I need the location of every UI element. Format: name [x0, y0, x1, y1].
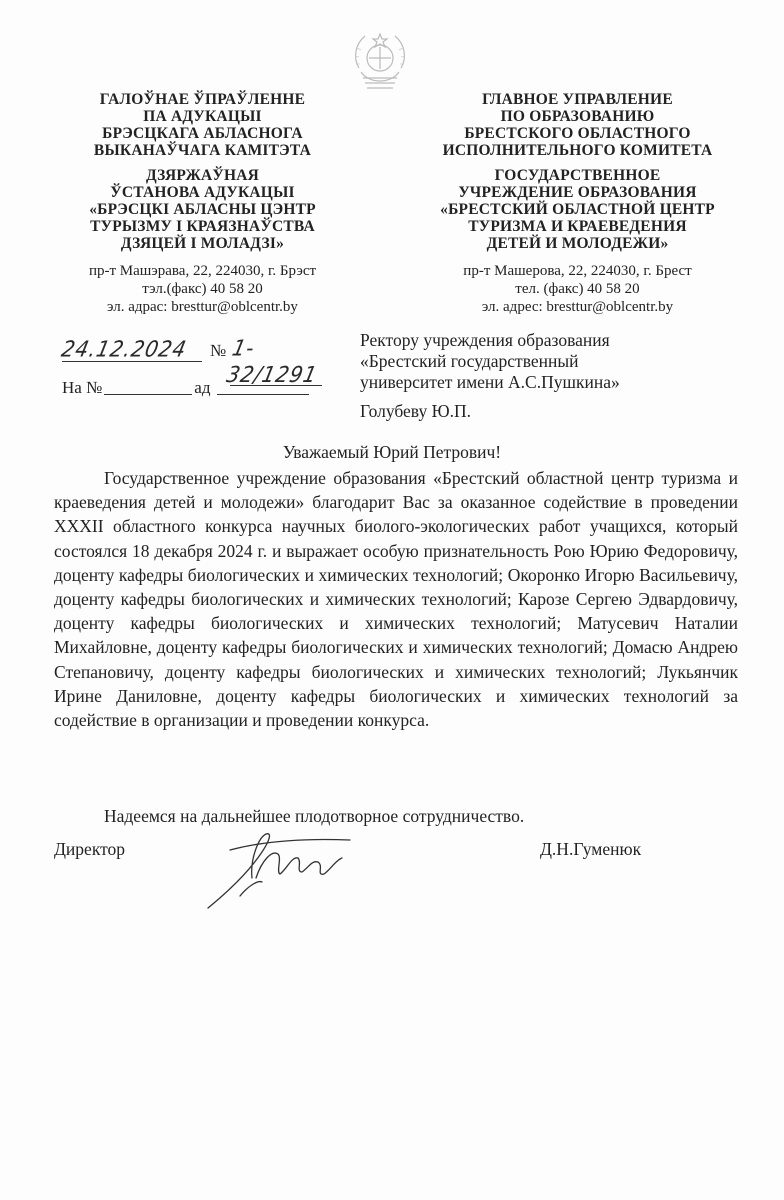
header-line: ТУРЫЗМУ І КРАЯЗНАЎСТВА: [90, 218, 315, 235]
letter-body: Государственное учреждение образования «Брестский областной центр туризма и краеведения детей и молодежи» благодарит Вас за оказанное содействие в проведении XXXII областного конкурса научных биолого-экологических работ учащихся, который состоялся 18 декабря 2024 г. и выражает особую признательность Рою Юрию Федоровичу, доценту кафедры биологических и химических технологий; Окоронко Игорю Васильевичу, доценту кафедры биологических и химических технологий; Карозе Сергею Эдвардовичу, доценту кафедры биологических и химических технологий; Матусевич Наталии Михайловне, доценту кафедры биологических и химических технологий; Домасю Андрею Степановичу, доценту кафедры биологических и химических технологий; Лукьянчик Ирине Даниловне, доценту кафедры биологических и химических технологий за содействие в организации и проведении конкурса.: [54, 468, 738, 731]
header-line: ГОСУДАРСТВЕННОЕ: [494, 167, 661, 184]
header-line: ДЕТЕЙ И МОЛОДЕЖИ»: [486, 235, 669, 252]
header-left-org: [40, 91, 365, 159]
address-line: пр-т Машэрава, 22, 224030, г. Брэст: [88, 263, 317, 279]
handwritten-signature: [200, 820, 390, 915]
phone-line: тэл.(факс) 40 58 20: [142, 281, 263, 297]
reference-line: [62, 378, 309, 398]
header-line: ПО ОБРАЗОВАНИЮ: [500, 108, 655, 125]
header-line: ДЗЯЦЕЙ І МОЛАДЗІ»: [120, 235, 285, 252]
header-line: ГАЛОЎНАЕ ЎПРАЎЛЕННЕ: [99, 91, 306, 108]
header-line: БРЭСЦКАГА АБЛАСНОГА: [102, 125, 303, 142]
header-line: УЧРЕЖДЕНИЕ ОБРАЗОВАНИЯ: [458, 184, 697, 201]
closing-line: Надеемся на дальнейшее плодотворное сотрудничество.: [104, 806, 525, 826]
header-line: «БРЕСТСКИЙ ОБЛАСТНОЙ ЦЕНТР: [440, 201, 715, 218]
reference-blank: [104, 394, 192, 395]
header-line: ДЗЯРЖАЎНАЯ: [145, 167, 260, 184]
header-line: ЎСТАНОВА АДУКАЦЫІ: [110, 184, 295, 201]
greeting: Уважаемый Юрий Петрович!: [282, 442, 502, 462]
header-right-address: [400, 262, 755, 316]
recipient-block: [360, 330, 620, 422]
recipient-line: университет имени А.С.Пушкина»: [360, 372, 620, 392]
reference-label: На №: [62, 378, 103, 397]
header-right-org: [400, 91, 755, 159]
header-line: ИСПОЛНИТЕЛЬНОГО КОМИТЕТА: [442, 142, 713, 159]
header-left-institution: [40, 167, 365, 252]
emblem-icon: [349, 28, 411, 94]
header-line: ПА АДУКАЦЫІ: [143, 108, 262, 125]
header-left-address: [40, 262, 365, 316]
registration-number: 1-32/1291: [224, 334, 321, 388]
recipient-line: «Брестский государственный: [360, 351, 579, 371]
header-line: ТУРИЗМА И КРАЕВЕДЕНИЯ: [468, 218, 687, 235]
recipient-name: Голубеву Ю.П.: [360, 401, 471, 421]
header-line: ВЫКАНАЎЧАГА КАМІТЭТА: [93, 142, 312, 159]
registration-number-label: №: [210, 341, 227, 360]
email-line: эл. адрес: bresttur@oblcentr.by: [481, 299, 674, 315]
reference-sep: ад: [194, 378, 211, 397]
recipient-line: Ректору учреждения образования: [360, 330, 610, 350]
phone-line: тел. (факс) 40 58 20: [515, 281, 640, 297]
reference-date-blank: [217, 394, 309, 395]
header-right-institution: [400, 167, 755, 252]
registration-date: 24.12.2024: [62, 337, 202, 362]
signatory-title: Директор: [54, 839, 126, 859]
email-line: эл. адрас: bresttur@oblcentr.by: [107, 299, 298, 315]
signatory-name: Д.Н.Гуменюк: [540, 839, 642, 859]
header-line: «БРЭСЦКІ АБЛАСНЫ ЦЭНТР: [89, 201, 316, 218]
header-line: БРЕСТСКОГО ОБЛАСТНОГО: [464, 125, 691, 142]
header-line: ГЛАВНОЕ УПРАВЛЕНИЕ: [482, 91, 673, 108]
address-line: пр-т Машерова, 22, 224030, г. Брест: [463, 263, 692, 279]
